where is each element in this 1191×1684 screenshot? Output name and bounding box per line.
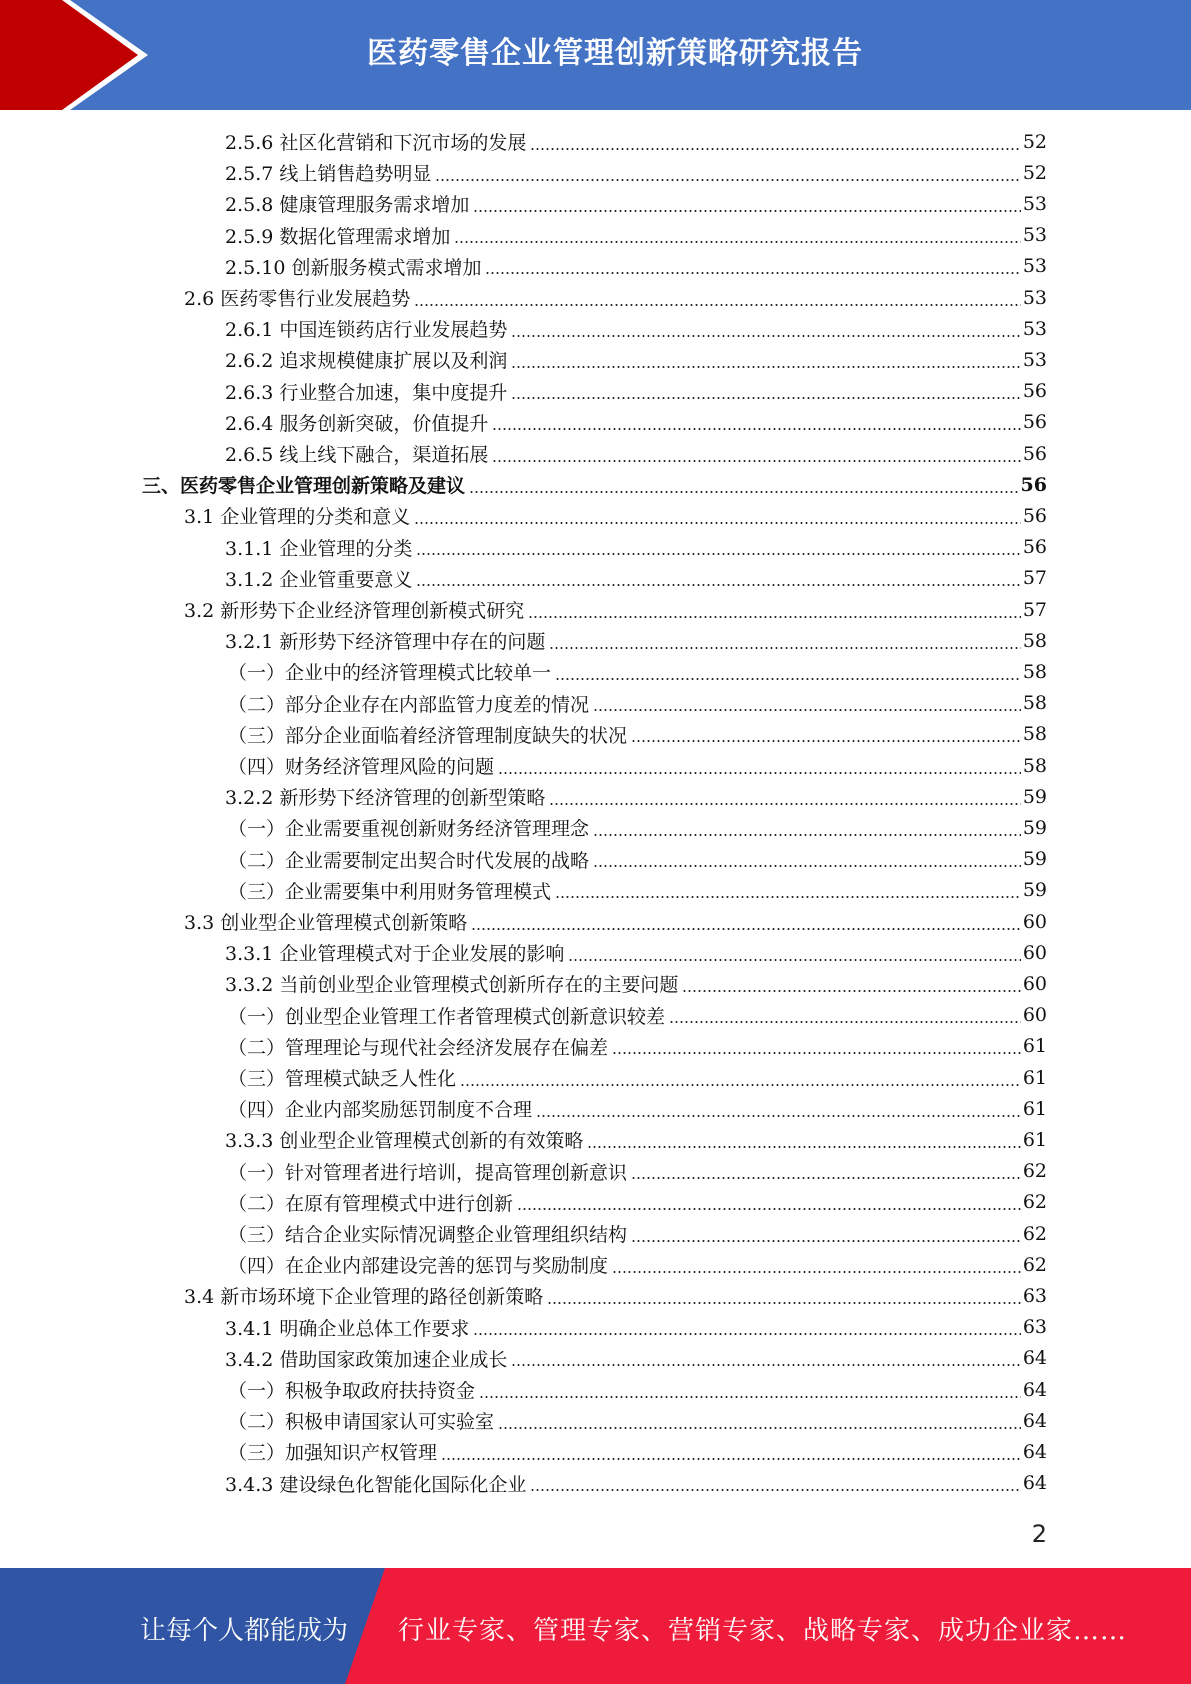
toc-dot-leader bbox=[511, 397, 1020, 399]
toc-dot-leader bbox=[587, 1146, 1020, 1148]
toc-dot-leader bbox=[414, 304, 1021, 306]
toc-entry-page: 61 bbox=[1022, 1035, 1047, 1058]
toc-entry-page: 57 bbox=[1022, 567, 1047, 590]
toc-entry-label: （二）企业需要制定出契合时代发展的战略 bbox=[228, 849, 590, 872]
toc-entry-page: 56 bbox=[1022, 504, 1047, 527]
toc-dot-leader bbox=[555, 896, 1021, 898]
toc-entry-label: 2.5.7 线上销售趋势明显 bbox=[225, 163, 432, 186]
toc-dot-leader bbox=[631, 1177, 1021, 1179]
toc-entry-label: （三）结合企业实际情况调整企业管理组织结构 bbox=[228, 1224, 628, 1246]
page-footer bbox=[0, 1568, 1191, 1684]
toc-entry-page: 64 bbox=[1022, 1409, 1047, 1432]
toc-entry[interactable] bbox=[228, 1156, 1047, 1187]
toc-entry-label: 2.6.3 行业整合加速，集中度提升 bbox=[225, 381, 508, 404]
toc-entry[interactable] bbox=[228, 656, 1047, 687]
toc-entry[interactable] bbox=[225, 251, 1047, 282]
toc-entry-label: 3.2.1 新形势下经济管理中存在的问题 bbox=[225, 631, 546, 654]
toc-dot-leader bbox=[473, 1333, 1020, 1335]
toc-entry-page: 53 bbox=[1022, 286, 1047, 309]
toc-entry[interactable] bbox=[228, 1187, 1047, 1218]
toc-entry[interactable] bbox=[225, 313, 1047, 344]
toc-entry[interactable] bbox=[228, 812, 1047, 843]
toc-entry-label: 2.6.1 中国连锁药店行业发展趋势 bbox=[225, 319, 508, 342]
toc-entry-page: 58 bbox=[1022, 629, 1047, 652]
toc-dot-leader bbox=[454, 241, 1020, 243]
toc-entry-page: 56 bbox=[1020, 473, 1047, 496]
toc-entry-label: 3.3.1 企业管理模式对于企业发展的影响 bbox=[225, 943, 565, 966]
toc-entry-label: （一）积极争取政府扶持资金 bbox=[228, 1380, 476, 1402]
toc-entry-label: （一）企业中的经济管理模式比较单一 bbox=[228, 662, 552, 685]
toc-entry-label: （一）针对管理者进行培训，提高管理创新意识 bbox=[228, 1161, 628, 1184]
toc-entry-page: 53 bbox=[1022, 192, 1047, 215]
toc-entry-page: 53 bbox=[1022, 317, 1047, 340]
toc-entry[interactable] bbox=[225, 563, 1047, 594]
toc-dot-leader bbox=[528, 616, 1021, 618]
toc-entry-label: （四）财务经济管理风险的问题 bbox=[228, 756, 495, 778]
toc-entry[interactable] bbox=[184, 906, 1047, 937]
toc-entry-page: 62 bbox=[1022, 1222, 1047, 1245]
toc-dot-leader bbox=[416, 553, 1020, 555]
toc-entry[interactable] bbox=[225, 781, 1047, 812]
toc-entry[interactable] bbox=[225, 126, 1047, 157]
toc-entry[interactable] bbox=[225, 438, 1047, 469]
toc-entry-label: 3.4.1 明确企业总体工作要求 bbox=[225, 1317, 470, 1340]
toc-entry-label: （三）管理模式缺乏人性化 bbox=[228, 1068, 457, 1090]
toc-entry-label: 3.4.3 建设绿色化智能化国际化企业 bbox=[225, 1473, 527, 1496]
toc-entry-label: 2.6.2 追求规模健康扩展以及利润 bbox=[225, 350, 508, 373]
toc-dot-leader bbox=[593, 709, 1021, 711]
toc-dot-leader bbox=[568, 959, 1020, 961]
toc-entry-label: （三）加强知识产权管理 bbox=[228, 1442, 438, 1465]
toc-dot-leader bbox=[547, 1302, 1021, 1304]
toc-entry-page: 64 bbox=[1022, 1378, 1047, 1401]
toc-entry-page: 64 bbox=[1022, 1347, 1047, 1370]
toc-dot-leader bbox=[435, 179, 1020, 181]
toc-entry[interactable] bbox=[225, 188, 1047, 219]
toc-entry-label: （二）积极申请国家认可实验室 bbox=[228, 1411, 495, 1434]
toc-entry-label: （一）企业需要重视创新财务经济管理理念 bbox=[228, 818, 590, 841]
toc-entry[interactable] bbox=[228, 1062, 1047, 1093]
footer-slogan-right: 行业专家、管理专家、营销专家、战略专家、成功企业家…… bbox=[398, 1616, 1128, 1646]
toc-entry-label: 2.5.6 社区化营销和下沉市场的发展 bbox=[225, 132, 527, 154]
toc-entry-page: 59 bbox=[1022, 816, 1047, 839]
toc-entry-page: 53 bbox=[1022, 255, 1047, 278]
toc-entry[interactable] bbox=[225, 220, 1047, 251]
toc-entry[interactable] bbox=[225, 625, 1047, 656]
toc-entry-page: 56 bbox=[1022, 536, 1047, 559]
toc-entry-page: 52 bbox=[1022, 161, 1047, 184]
toc-entry-page: 53 bbox=[1022, 224, 1047, 247]
toc-entry-label: 3.3 创业型企业管理模式创新策略 bbox=[184, 912, 468, 934]
toc-entry-page: 63 bbox=[1022, 1316, 1047, 1339]
toc-entry-label: 2.6.5 线上线下融合，渠道拓展 bbox=[225, 444, 489, 466]
toc-dot-leader bbox=[530, 1489, 1020, 1491]
toc-entry-label: 2.6.4 服务创新突破，价值提升 bbox=[225, 412, 489, 435]
toc-dot-leader bbox=[511, 366, 1020, 368]
toc-dot-leader bbox=[416, 584, 1020, 586]
toc-entry[interactable] bbox=[225, 1312, 1047, 1343]
toc-dot-leader bbox=[682, 990, 1020, 992]
toc-entry-label: 2.5.9 数据化管理需求增加 bbox=[225, 225, 451, 248]
toc-entry-page: 58 bbox=[1022, 723, 1047, 746]
toc-entry-page: 61 bbox=[1022, 1097, 1047, 1120]
toc-dot-leader bbox=[414, 522, 1021, 524]
toc-entry-page: 57 bbox=[1022, 598, 1047, 621]
toc-dot-leader bbox=[669, 1021, 1021, 1023]
toc-dot-leader bbox=[479, 1396, 1021, 1398]
toc-entry[interactable] bbox=[225, 1124, 1047, 1155]
toc-entry[interactable] bbox=[228, 1000, 1047, 1031]
toc-dot-leader bbox=[485, 272, 1020, 274]
toc-dot-leader bbox=[631, 740, 1021, 742]
toc-dot-leader bbox=[473, 210, 1020, 212]
toc-entry-page: 53 bbox=[1022, 348, 1047, 371]
toc-dot-leader bbox=[536, 1115, 1021, 1117]
page-header bbox=[0, 0, 1191, 110]
toc-entry-label: （三）企业需要集中利用财务管理模式 bbox=[228, 880, 552, 903]
toc-entry-page: 59 bbox=[1022, 785, 1047, 808]
toc-entry[interactable] bbox=[228, 844, 1047, 875]
toc-entry-label: 3.3.3 创业型企业管理模式创新的有效策略 bbox=[225, 1130, 584, 1153]
toc-entry[interactable] bbox=[228, 1405, 1047, 1436]
toc-entry-page: 56 bbox=[1022, 442, 1047, 465]
toc-dot-leader bbox=[498, 1427, 1021, 1429]
toc-entry[interactable] bbox=[184, 1280, 1047, 1311]
toc-dot-leader bbox=[612, 1052, 1021, 1054]
toc-entry[interactable] bbox=[228, 750, 1047, 781]
toc-dot-leader bbox=[555, 678, 1021, 680]
toc-dot-leader bbox=[517, 1208, 1021, 1210]
toc-entry-page: 62 bbox=[1022, 1160, 1047, 1183]
footer-slogan-left: 让每个人都能成为 bbox=[140, 1616, 349, 1646]
toc-entry[interactable] bbox=[228, 1436, 1047, 1467]
toc-entry-page: 60 bbox=[1022, 972, 1047, 995]
toc-entry[interactable] bbox=[228, 1031, 1047, 1062]
toc-entry-page: 58 bbox=[1022, 692, 1047, 715]
toc-dot-leader bbox=[612, 1271, 1021, 1273]
toc-entry-page: 56 bbox=[1022, 411, 1047, 434]
toc-entry-page: 59 bbox=[1022, 879, 1047, 902]
toc-entry-label: 3.2.2 新形势下经济管理的创新型策略 bbox=[225, 787, 546, 810]
toc-dot-leader bbox=[492, 428, 1020, 430]
toc-entry-label: 2.5.8 健康管理服务需求增加 bbox=[225, 194, 470, 217]
toc-entry[interactable] bbox=[142, 469, 1047, 500]
toc-entry[interactable] bbox=[225, 1468, 1047, 1499]
toc-entry-label: 3.2 新形势下企业经济管理创新模式研究 bbox=[184, 600, 525, 622]
toc-entry[interactable] bbox=[225, 968, 1047, 999]
toc-dot-leader bbox=[593, 865, 1021, 867]
toc-entry-page: 61 bbox=[1022, 1066, 1047, 1089]
toc-dot-leader bbox=[471, 928, 1021, 930]
toc-entry-label: 三、医药零售企业管理创新策略及建议 bbox=[142, 475, 466, 498]
toc-entry[interactable] bbox=[228, 719, 1047, 750]
toc-entry[interactable] bbox=[225, 157, 1047, 188]
toc-entry-page: 59 bbox=[1022, 848, 1047, 871]
toc-entry[interactable] bbox=[225, 1343, 1047, 1374]
toc-dot-leader bbox=[549, 647, 1020, 649]
toc-entry-label: 3.1.1 企业管理的分类 bbox=[225, 537, 413, 560]
toc-entry-page: 61 bbox=[1022, 1128, 1047, 1151]
toc-entry-label: 3.4 新市场环境下企业管理的路径创新策略 bbox=[184, 1286, 544, 1309]
toc-dot-leader bbox=[498, 772, 1021, 774]
toc-entry[interactable] bbox=[225, 344, 1047, 375]
toc-entry[interactable] bbox=[225, 376, 1047, 407]
toc-entry-page: 58 bbox=[1022, 754, 1047, 777]
toc-entry[interactable] bbox=[228, 1218, 1047, 1249]
toc-entry[interactable] bbox=[228, 1249, 1047, 1280]
toc-entry[interactable] bbox=[184, 282, 1047, 313]
toc-entry-page: 60 bbox=[1022, 941, 1047, 964]
toc-entry-page: 60 bbox=[1022, 910, 1047, 933]
toc-dot-leader bbox=[631, 1240, 1021, 1242]
toc-entry-label: （三）部分企业面临着经济管理制度缺失的状况 bbox=[228, 724, 628, 747]
toc-entry-page: 58 bbox=[1022, 660, 1047, 683]
toc-entry[interactable] bbox=[228, 875, 1047, 906]
toc-entry[interactable] bbox=[228, 1093, 1047, 1124]
toc-dot-leader bbox=[530, 148, 1020, 150]
toc-entry-page: 63 bbox=[1022, 1284, 1047, 1307]
toc-entry-label: 2.5.10 创新服务模式需求增加 bbox=[225, 256, 482, 279]
toc-dot-leader bbox=[460, 1084, 1021, 1086]
toc-dot-leader bbox=[549, 803, 1020, 805]
toc-entry-label: 2.6 医药零售行业发展趋势 bbox=[184, 288, 411, 310]
toc-entry[interactable] bbox=[184, 594, 1047, 625]
toc-dot-leader bbox=[441, 1458, 1021, 1460]
toc-entry-label: （四）企业内部奖励惩罚制度不合理 bbox=[228, 1099, 533, 1122]
toc-entry-page: 64 bbox=[1022, 1472, 1047, 1495]
toc-entry[interactable] bbox=[225, 532, 1047, 563]
toc-entry-label: 3.1 企业管理的分类和意义 bbox=[184, 506, 411, 529]
toc-entry[interactable] bbox=[228, 1374, 1047, 1405]
toc-entry-label: 3.1.2 企业管重要意义 bbox=[225, 568, 413, 591]
toc-entry-page: 64 bbox=[1022, 1440, 1047, 1463]
toc-entry-label: 3.4.2 借助国家政策加速企业成长 bbox=[225, 1348, 508, 1371]
toc-entry-page: 62 bbox=[1022, 1253, 1047, 1276]
toc-dot-leader bbox=[511, 335, 1020, 337]
toc-entry[interactable] bbox=[184, 500, 1047, 531]
report-title: 医药零售企业管理创新策略研究报告 bbox=[367, 36, 863, 71]
toc-entry-label: （二）在原有管理模式中进行创新 bbox=[228, 1192, 514, 1215]
toc-dot-leader bbox=[593, 834, 1021, 836]
toc-entry-label: （一）创业型企业管理工作者管理模式创新意识较差 bbox=[228, 1005, 666, 1028]
toc-entry-page: 60 bbox=[1022, 1004, 1047, 1027]
toc-dot-leader bbox=[511, 1364, 1020, 1366]
toc-entry-page: 52 bbox=[1022, 130, 1047, 153]
toc-entry-page: 56 bbox=[1022, 380, 1047, 403]
toc-entry-label: （二）管理理论与现代社会经济发展存在偏差 bbox=[228, 1036, 609, 1059]
toc-entry[interactable] bbox=[225, 407, 1047, 438]
toc-entry-label: 3.3.2 当前创业型企业管理模式创新所存在的主要问题 bbox=[225, 974, 679, 997]
toc-dot-leader bbox=[469, 491, 1019, 493]
toc-dot-leader bbox=[492, 460, 1020, 462]
toc-entry-label: （四）在企业内部建设完善的惩罚与奖励制度 bbox=[228, 1255, 609, 1278]
toc-entry-page: 62 bbox=[1022, 1191, 1047, 1214]
toc-entry[interactable] bbox=[228, 688, 1047, 719]
toc-entry-label: （二）部分企业存在内部监管力度差的情况 bbox=[228, 693, 590, 716]
page-number: 2 bbox=[1031, 1520, 1047, 1548]
toc-entry[interactable] bbox=[225, 937, 1047, 968]
